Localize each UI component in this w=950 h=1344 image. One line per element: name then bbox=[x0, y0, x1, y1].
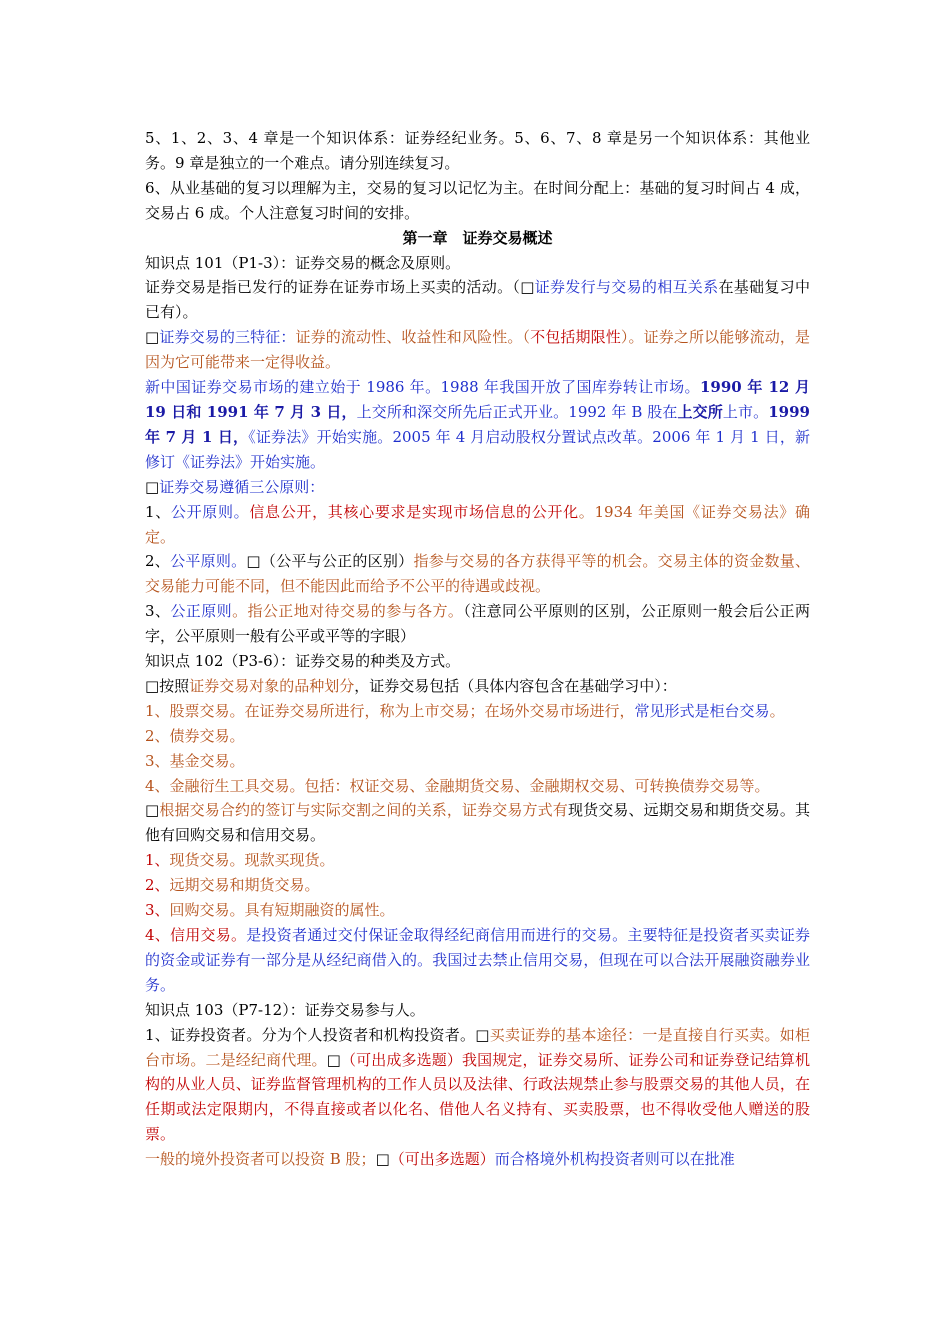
text-run: 1、 bbox=[145, 851, 170, 870]
paragraph bbox=[145, 176, 810, 226]
paragraph bbox=[145, 251, 810, 276]
text-run: 现货交易、远期交易和期货交易。其他有回购交易和信用交易。 bbox=[145, 801, 810, 845]
text-run: 1999 年 7 月 1 日， bbox=[145, 402, 810, 446]
paragraph bbox=[145, 325, 810, 375]
text-run: 2、 bbox=[145, 552, 171, 571]
text-run: 1990 年 12 月 19 日和 1991 年 7 月 3 日， bbox=[145, 378, 810, 421]
text-run: 3、 bbox=[145, 602, 171, 621]
text-run: 2、债券交易。 bbox=[145, 726, 245, 745]
paragraph bbox=[145, 898, 810, 923]
chapter-heading bbox=[145, 226, 810, 251]
text-run: 指参与交易的各方获得平等的机会。交易主体的资金数量、交易能力可能不同，但不能因此而给予不公平的待遇或歧视。 bbox=[145, 552, 810, 596]
paragraph bbox=[145, 375, 810, 475]
text-run: 1、 bbox=[145, 502, 171, 521]
text-run: 4、信用交易。 bbox=[145, 926, 247, 944]
text-run: □按照 bbox=[145, 676, 190, 695]
text-run: 证券交易对象的品种划分 bbox=[189, 676, 355, 695]
text-run: 上市。 bbox=[722, 402, 769, 421]
text-run: 1、证券投资者。分为个人投资者和机构投资者。□ bbox=[145, 1025, 490, 1044]
text-run: 3、 bbox=[145, 901, 170, 920]
text-run: 根据交易合约的签订与实际交割之间的关系，证券交易方式有 bbox=[159, 801, 568, 820]
text-run: 证券发行与交易的相互关系 bbox=[534, 278, 719, 297]
text-run: 买卖证券的基本途径：一是直接自行买卖。如柜台市场。二是经纪商代理。 bbox=[145, 1025, 810, 1069]
paragraph bbox=[145, 475, 810, 500]
text-run: 知识点 103（P7-12）：证券交易参与人。 bbox=[145, 1000, 425, 1019]
document-page bbox=[145, 126, 810, 1172]
text-run: 2、 bbox=[145, 876, 170, 895]
text-run: □ bbox=[145, 477, 160, 496]
text-run: 1、股票交易。在证券交易所进行，称为上市交易；在场外交易市场进行， bbox=[145, 701, 635, 720]
paragraph bbox=[145, 724, 810, 749]
text-run: 证券交易遵循三公原则： bbox=[159, 477, 325, 496]
text-run: （可出成多选题）我国规定，证券交易所、证券公司和证券登记结算机构的从业人员、证券监督管理机构的工作人员以及法律、行政法规禁止参与股票交易的其他人员，在任期或法定限期内，不得直接或者以化名、借他人名义持有、买卖股票，也不得收受他人赠送的股票。 bbox=[145, 1050, 810, 1144]
text-run: 知识点 102（P3-6）：证券交易的种类及方式。 bbox=[145, 652, 461, 671]
paragraph bbox=[145, 674, 810, 699]
paragraph bbox=[145, 649, 810, 674]
paragraph bbox=[145, 749, 810, 774]
text-run: 知识点 101（P1-3）：证券交易的概念及原则。 bbox=[145, 253, 461, 272]
text-run: ）。证券之所以能够流动，是因为它可能带来一定得收益。 bbox=[145, 328, 810, 372]
paragraph bbox=[145, 699, 810, 724]
paragraph bbox=[145, 599, 810, 649]
paragraph bbox=[145, 998, 810, 1023]
text-run: 而合格境外机构投资者则可以在批准 bbox=[494, 1150, 735, 1169]
paragraph bbox=[145, 1147, 810, 1172]
text-run: 3、基金交易。 bbox=[145, 751, 245, 770]
text-run: 在基础复习中已有）。 bbox=[145, 278, 810, 322]
paragraph bbox=[145, 500, 810, 550]
paragraph bbox=[145, 549, 810, 599]
text-run: 《证券法》开始实施。2005 年 4 月启动股权分置试点改革。2006 年 1 月 1 日，新修订《证券法》开始实施。 bbox=[145, 427, 810, 471]
text-run: 公正原则 bbox=[170, 602, 233, 621]
paragraph bbox=[145, 798, 810, 848]
text-run: （注意同公平原则的区别，公正原则一般会后公正两字，公平原则一般有公平或平等的字眼） bbox=[145, 602, 810, 646]
text-run: 新中国证券交易市场的建立始于 1986 年。1988 年我国开放了国库券转让市场。 bbox=[145, 378, 700, 397]
paragraph bbox=[145, 126, 810, 176]
text-run: 是投资者通过交付保证金取得经纪商信用而进行的交易。主要特征是投资者买卖证券的资金或证券有一部分是从经纪商借入的。我国过去禁止信用交易，但现在可以合法开展融资融券业务。 bbox=[145, 926, 810, 994]
text-run: 常见形式是柜台交易 bbox=[634, 701, 770, 720]
text-run: ，证券交易包括（具体内容包含在基础学习中）： bbox=[354, 676, 677, 695]
paragraph bbox=[145, 923, 810, 998]
text-run: 证券的流动性、收益性和风险性。（ bbox=[295, 328, 531, 347]
paragraph bbox=[145, 774, 810, 799]
text-run: □ bbox=[326, 1050, 341, 1069]
text-run: 。指公正地对待交易的参与各方。 bbox=[232, 602, 464, 621]
text-run: 一般的境外投资者可以投资 B 股； bbox=[145, 1150, 376, 1169]
paragraph bbox=[145, 1023, 810, 1148]
text-run: 现货交易。现款买现货。 bbox=[169, 851, 335, 870]
text-run: 。 bbox=[769, 701, 785, 720]
text-run: 回购交易。具有短期融资的属性。 bbox=[169, 901, 395, 920]
paragraph bbox=[145, 275, 810, 325]
text-run: 证券交易是指已发行的证券在证券市场上买卖的活动。（□ bbox=[145, 278, 535, 297]
text-run: 第一章 证券交易概述 bbox=[402, 228, 553, 247]
text-run: 证券交易的三特征： bbox=[159, 328, 296, 347]
text-run: 。1934 年美国《证券交易法》确定。 bbox=[145, 502, 810, 546]
text-run: 6、从业基础的复习以理解为主，交易的复习以记忆为主。在时间分配上：基础的复习时间占 4 成，交易占 6 成。个人注意复习时间的安排。 bbox=[145, 178, 810, 222]
paragraph bbox=[145, 848, 810, 873]
text-run: 信息公开，其核心要求是实现市场信息的公开化 bbox=[249, 502, 579, 521]
text-run: 公开原则。 bbox=[170, 502, 250, 521]
text-run: 上交所和深交所先后正式开业。1992 年 B 股在 bbox=[356, 402, 678, 421]
text-run: □ bbox=[145, 801, 160, 820]
text-run: □ bbox=[375, 1150, 390, 1169]
text-run: 5、1、2、3、4 章是一个知识体系：证券经纪业务。5、6、7、8 章是另一个知识体系：其他业务。9 章是独立的一个难点。请分别连续复习。 bbox=[145, 129, 810, 172]
paragraph bbox=[145, 873, 810, 898]
text-run: 不包括期限性 bbox=[530, 328, 621, 347]
text-run: 4、金融衍生工具交易。包括：权证交易、金融期货交易、金融期权交易、可转换债券交易等。 bbox=[145, 776, 770, 795]
text-run: 公平原则。 bbox=[170, 552, 247, 571]
text-run: □ bbox=[145, 328, 160, 347]
text-run: 上交所 bbox=[677, 402, 723, 421]
text-run: □（公平与公正的区别） bbox=[246, 552, 414, 571]
text-run: 远期交易和期货交易。 bbox=[169, 876, 320, 895]
text-run: （可出多选题） bbox=[389, 1150, 495, 1169]
